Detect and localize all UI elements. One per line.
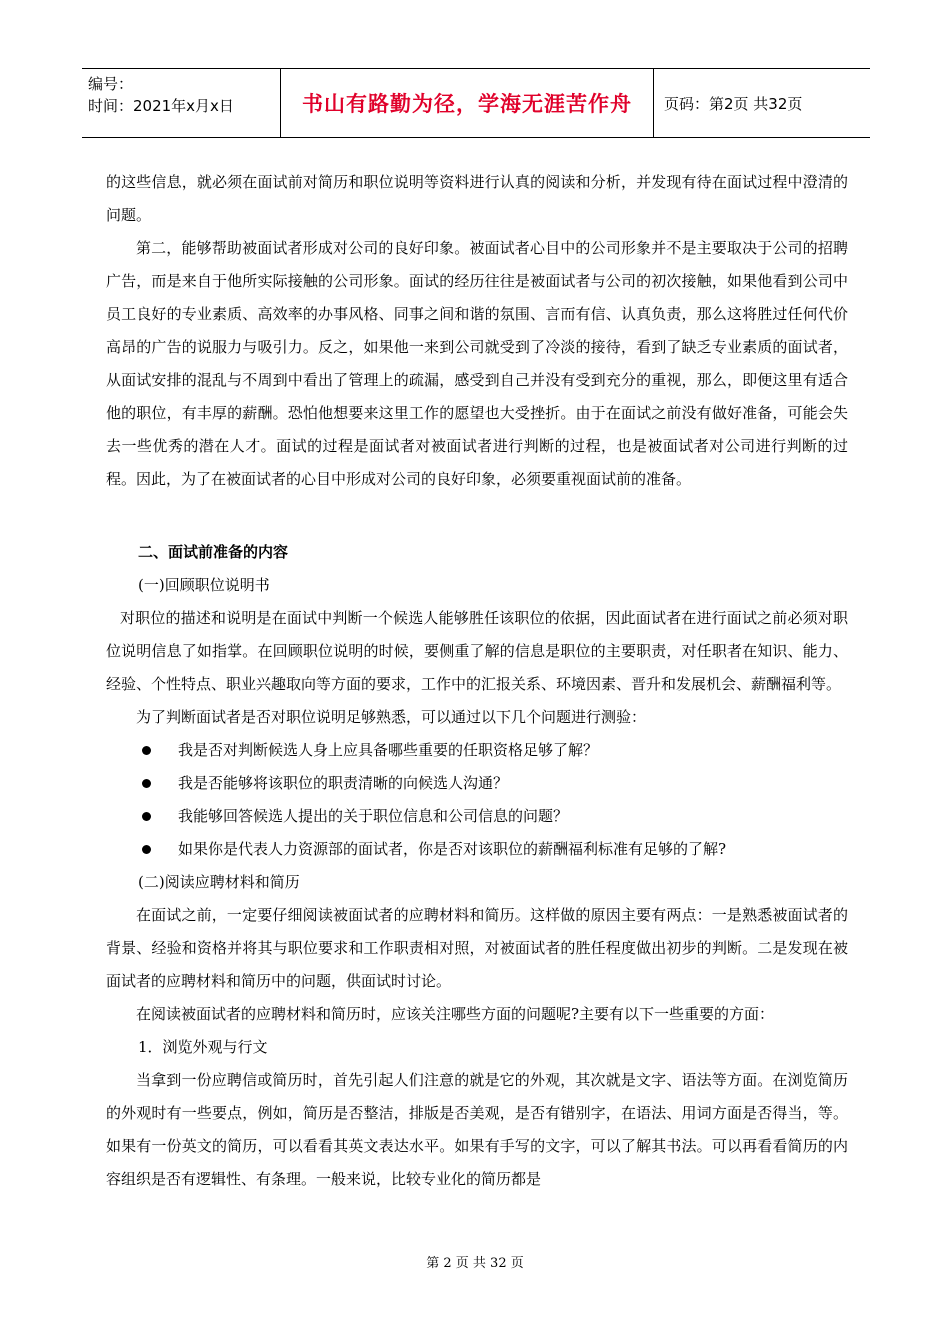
subsection-2-title: (二)阅读应聘材料和简历 (138, 873, 300, 891)
paragraph-1: 的这些信息，就必须在面试前对简历和职位说明等资料进行认真的阅读和分析，并发现有待在面试过程中澄清的问题。 (106, 173, 848, 224)
bullet-icon (142, 845, 151, 854)
bullet-icon (142, 812, 151, 821)
section-heading: 二、面试前准备的内容 (138, 543, 289, 561)
page-footer: 第 2 页 共 32 页 (426, 1256, 524, 1271)
paragraph-7: 当拿到一份应聘信或简历时，首先引起人们注意的就是它的外观，其次就是文字、语法等方面。在浏览简历的外观时有一些要点，例如，简历是否整洁，排版是否美观，是否有错别字，在语法、用词方面是否得当，等。如果有一份英文的简历，可以看看其英文表达水平。如果有手写的文字，可以了解其书法。可以再看看简历的内容组织是否有逻辑性、有条理。一般来说，比较专业化的简历都是 (106, 1071, 848, 1188)
header-page-info: 页码：第2页 共32页 (664, 94, 803, 113)
header-number-label: 编号： (88, 75, 134, 93)
list-item-text: 我是否能够将该职位的职责清晰的向候选人沟通？ (178, 774, 509, 792)
list-item (106, 767, 848, 800)
document-body (106, 166, 848, 1196)
subsection-3-title: 1．浏览外观与行文 (138, 1038, 268, 1056)
paragraph-2: 第二，能够帮助被面试者形成对公司的良好印象。被面试者心目中的公司形象并不是主要取决于公司的招聘广告，而是来自于他所实际接触的公司形象。面试的经历往往是被面试者与公司的初次接触，如果他看到公司中员工良好的专业素质、高效率的办事风格、同事之间和谐的氛围、言而有信、认真负责，那么这将胜过任何代价高昂的广告的说服力与吸引力。反之，如果他一来到公司就受到了冷淡的接待，看到了缺乏专业素质的面试者，从面试安排的混乱与不周到中看出了管理上的疏漏，感受到自己并没有受到充分的重视，那么，即便这里有适合他的职位，有丰厚的薪酬。恐怕他想要来这里工作的愿望也大受挫折。由于在面试之前没有做好准备，可能会失去一些优秀的潜在人才。面试的过程是面试者对被面试者进行判断的过程，也是被面试者对公司进行判断的过程。因此，为了在被面试者的心目中形成对公司的良好印象，必须要重视面试前的准备。 (106, 239, 848, 488)
paragraph-3: 对职位的描述和说明是在面试中判断一个候选人能够胜任该职位的依据，因此面试者在进行面试之前必须对职位说明信息了如指掌。在回顾职位说明的时候，要侧重了解的信息是职位的主要职责，对任职者在知识、能力、经验、个性特点、职业兴趣取向等方面的要求，工作中的汇报关系、环境因素、晋升和发展机会、薪酬福利等。 (106, 609, 848, 693)
page-header (82, 68, 870, 138)
list-item-text: 我能够回答候选人提出的关于职位信息和公司信息的问题？ (178, 807, 569, 825)
list-item (106, 833, 848, 866)
bullet-icon (142, 779, 151, 788)
list-item (106, 800, 848, 833)
header-time-label: 时间：2021年x月x日 (88, 97, 234, 115)
paragraph-6: 在阅读被面试者的应聘材料和简历时，应该关注哪些方面的问题呢?主要有以下一些重要的方面： (136, 1005, 775, 1023)
bullet-icon (142, 746, 151, 755)
header-motto: 书山有路勤为径，学海无涯苦作舟 (280, 69, 654, 137)
header-meta (82, 69, 280, 137)
list-item (106, 734, 848, 767)
subsection-1-title: (一)回顾职位说明书 (138, 576, 270, 594)
list-item-text: 如果你是代表人力资源部的面试者，你是否对该职位的薪酬福利标准有足够的了解? (178, 840, 727, 858)
paragraph-4: 为了判断面试者是否对职位说明足够熟悉，可以通过以下几个问题进行测验： (136, 708, 647, 726)
list-item-text: 我是否对判断候选人身上应具备哪些重要的任职资格足够了解？ (178, 741, 599, 759)
paragraph-5: 在面试之前，一定要仔细阅读被面试者的应聘材料和简历。这样做的原因主要有两点：一是熟悉被面试者的背景、经验和资格并将其与职位要求和工作职责相对照，对被面试者的胜任程度做出初步的判断。二是发现在被面试者的应聘材料和简历中的问题，供面试时讨论。 (106, 906, 848, 990)
